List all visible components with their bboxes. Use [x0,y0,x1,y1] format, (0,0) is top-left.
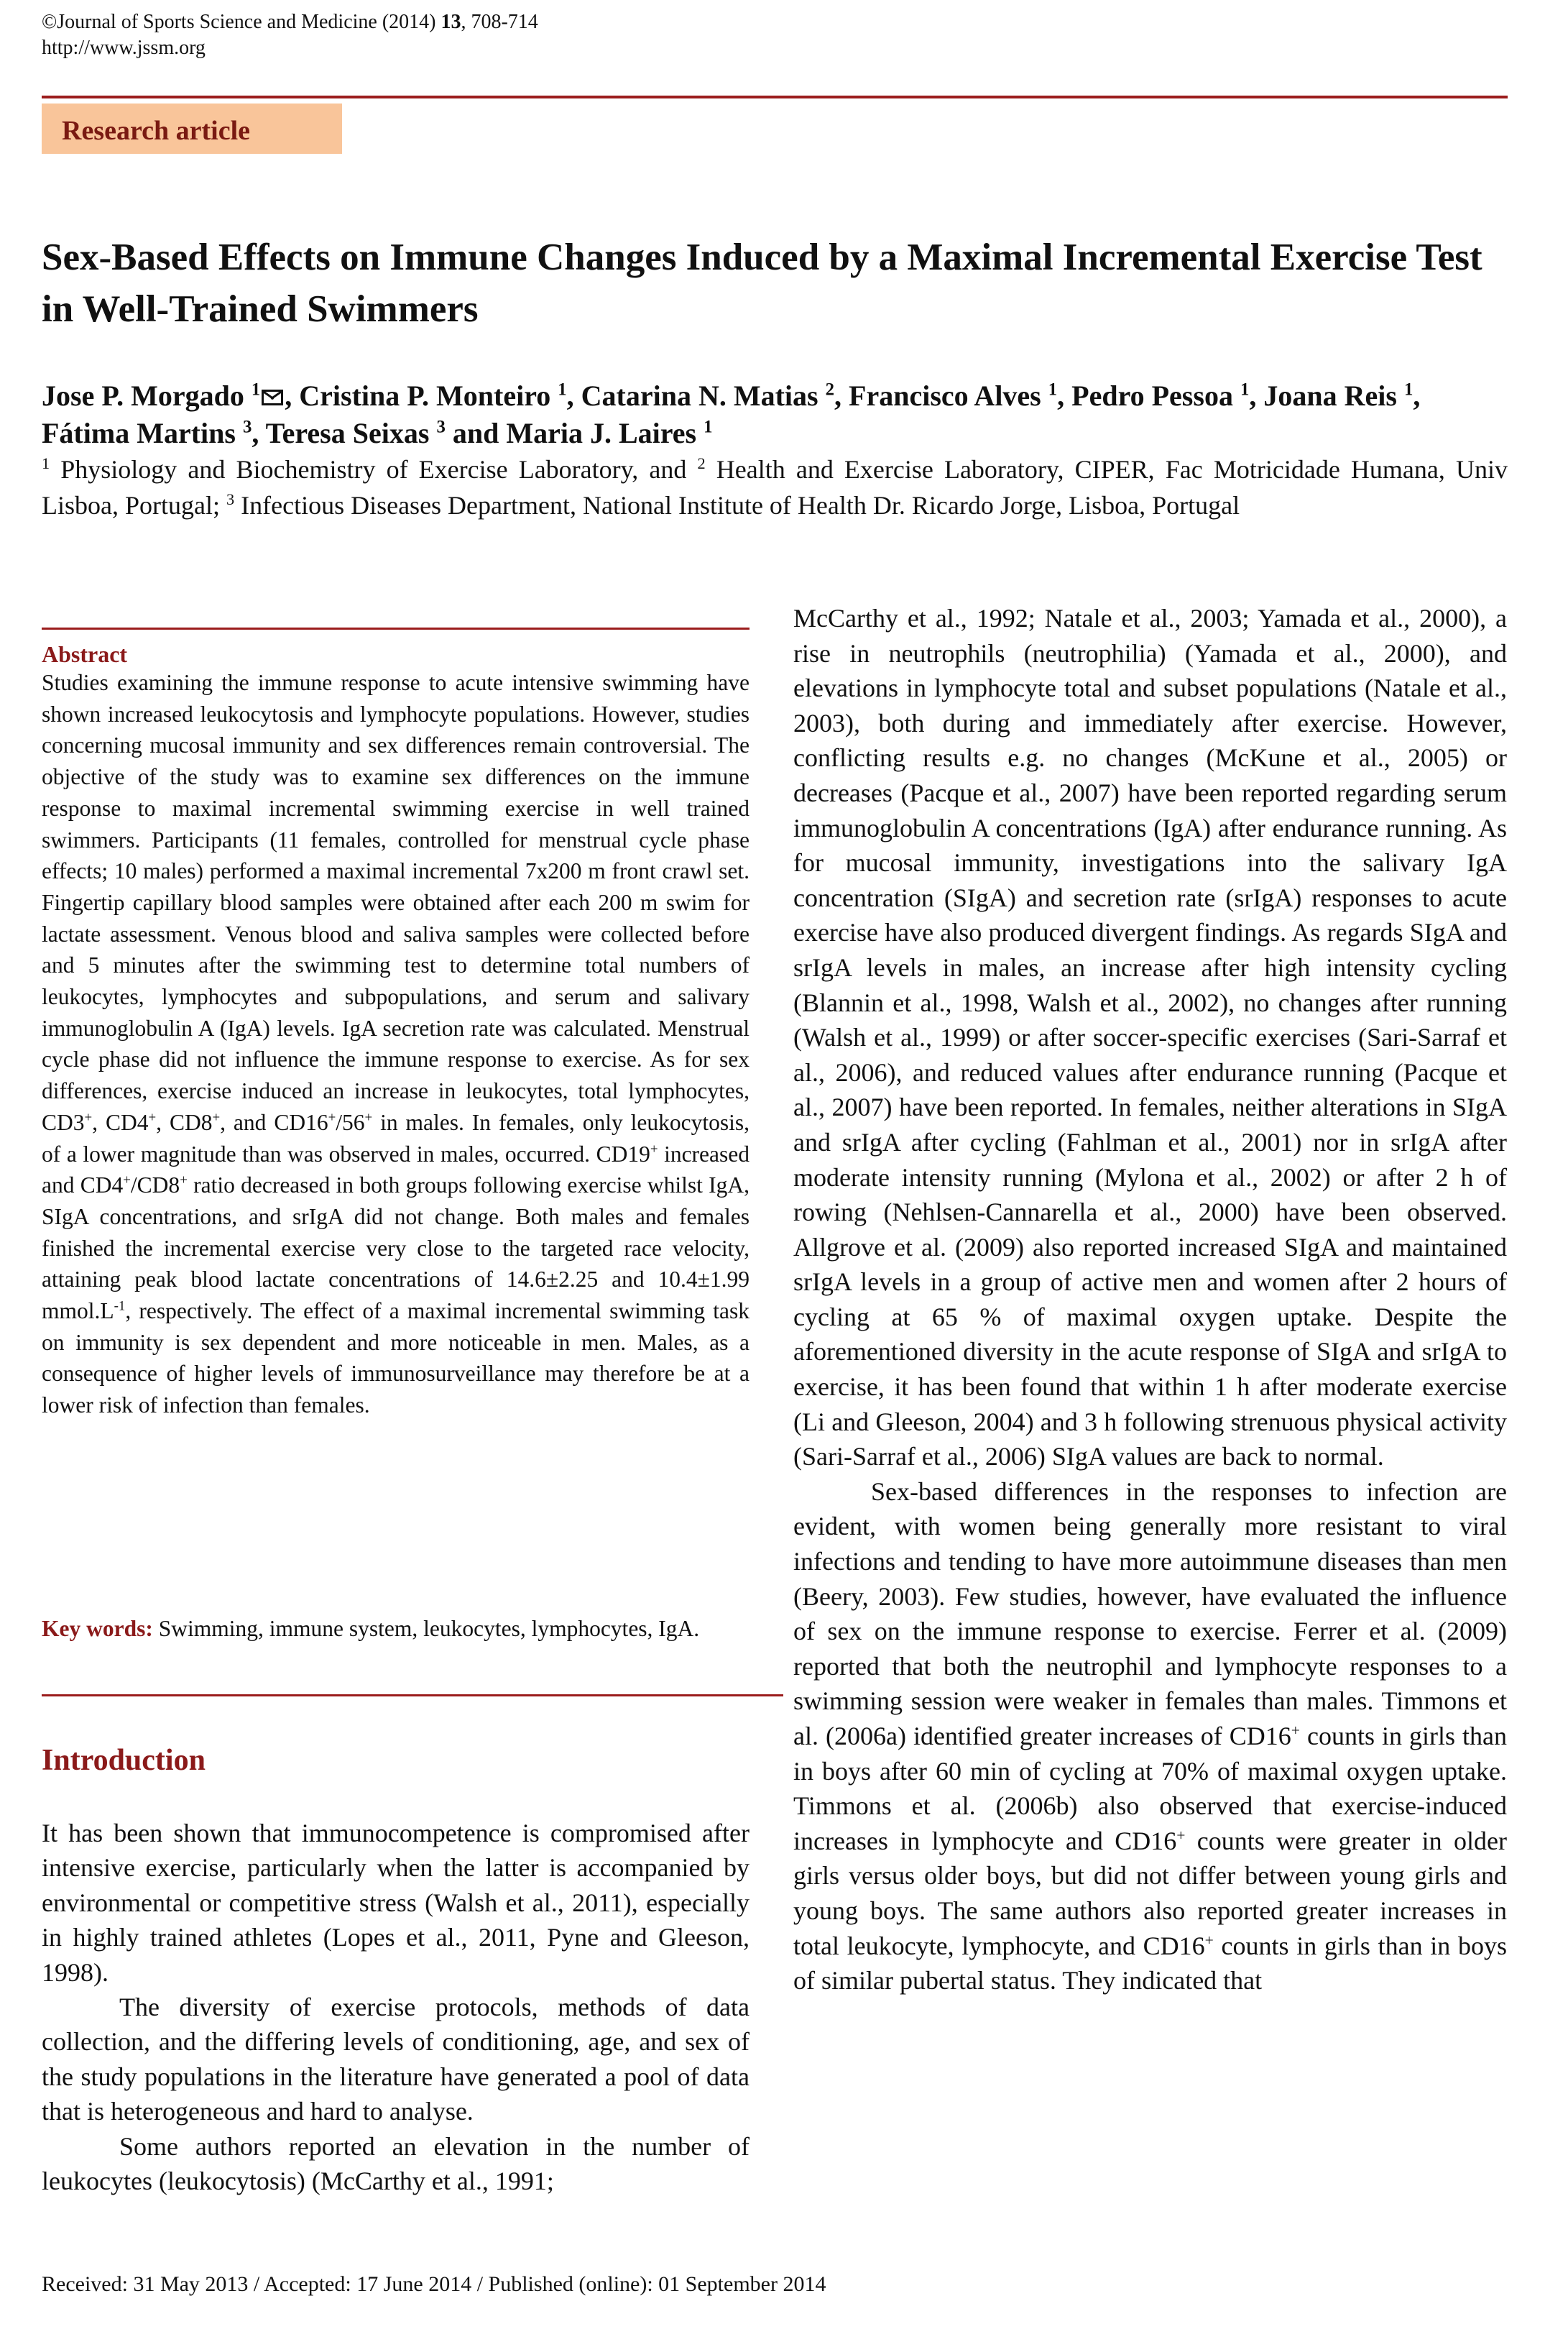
author-affiliation-mark: 1 [251,380,261,400]
superscript: + [364,1110,373,1126]
paragraph: The diversity of exercise protocols, methods of data collection, and the differing levels of conditioning, age, and sex of the study populations in the literature have generated a pool of data that is heterogeneous and hard to analyse. [42,1993,750,2126]
author-affiliation-mark: 1 [558,380,567,400]
keywords-text: Swimming, immune system, leukocytes, lymphocytes, IgA. [152,1616,700,1641]
paragraph-text: counts were greater in older girls versus older boys, but did not differ between young girls and young boys. The same authors also reported greater increases in total leukocyte, lymphocyte, and CD16 [793,1826,1507,1960]
abstract-text: , CD8 [156,1109,213,1135]
abstract-bottom-divider [42,1694,783,1696]
keywords-label: Key words: [42,1616,153,1641]
email-icon[interactable] [262,390,283,405]
superscript: + [1204,1931,1214,1949]
author-list [42,377,1508,452]
author-affiliation-mark: 1 [1048,380,1058,400]
author-affiliation-mark: 2 [825,380,835,400]
paragraph-text: counts in girls than in boys after 60 min of cycling at 70% of maximal oxygen uptake. Timmons et al. (2006b) also observed that exercise-induced increases in lymphocyte and CD16 [793,1722,1507,1855]
superscript: + [328,1110,336,1126]
author-name: Jose P. Morgado [42,380,252,412]
superscript: + [148,1110,157,1126]
journal-url[interactable]: http://www.jssm.org [42,37,206,59]
superscript: + [650,1141,658,1157]
journal-citation [42,10,538,35]
journal-name: ©Journal of Sports Science and Medicine (2014) [42,11,441,33]
affiliation-text: Infectious Diseases Department, National Institute of Health Dr. Ricardo Jorge, Lisboa, Portugal [234,491,1240,520]
abstract-text: /CD8 [130,1172,180,1198]
journal-volume: 13 [441,11,461,33]
author-affiliation-mark: 3 [436,417,446,437]
abstract-heading: Abstract [42,641,128,667]
superscript: + [84,1110,93,1126]
abstract-text: , and CD16 [220,1109,328,1135]
author-name: , Joana Reis [1249,380,1404,412]
header-divider [42,96,1508,98]
author-name: , Fátima Martins [42,380,1421,449]
paragraph: McCarthy et al., 1992; Natale et al., 2003; Yamada et al., 2000), a rise in neutrophils (neutrophilia) (Yamada et al., 2000), and elevations in lymphocyte total and subset populations (Natale et al., 2003), both during and immediately after exercise. However, conflicting results e.g. no changes (McKune et al., 2005) or decreases (Pacque et al., 2007) have been reported regarding serum immunoglobulin A concentrations (IgA) after endurance running. As for mucosal immunity, investigations into the salivary IgA concentration (SIgA) and secretion rate (srIgA) responses to acute exercise have also produced divergent findings. As regards SIgA and srIgA levels in males, an increase after high intensity cycling (Blannin et al., 1998, Walsh et al., 2002), no changes after running (Walsh et al., 1999) or after soccer-specific exercises (Sari-Sarraf et al., 2006), and reduced values after endurance running (Pacque et al., 2007) have been reported. In females, neither alterations in SIgA and srIgA after cycling (Fahlman et al., 2001) nor in srIgA after moderate intensity running (Mylona et al., 2002) or after 2 h of rowing (Nehlsen-Cannarella et al., 2000) have been observed. Allgrove et al. (2009) also reported increased SIgA and maintained srIgA levels in a group of active men and women after 2 hours of cycling at 65 % of maximal oxygen uptake. Despite the aforementioned diversity in the acute response of SIgA and srIgA to exercise, it has been found that within 1 h after moderate exercise (Li and Gleeson, 2004) and 3 h following strenuous physical activity (Sari-Sarraf et al., 2006) SIgA values are back to normal. [793,604,1507,1471]
introduction-heading: Introduction [42,1744,206,1777]
superscript: + [1176,1826,1186,1844]
affiliation-text: Health and Exercise Laboratory, CIPER, Fac Motricidade Humana, Univ Lisboa, Portugal; [42,455,1508,520]
author-affiliation-mark: 3 [242,417,252,437]
paragraph-text: Sex-based differences in the responses to infection are evident, with women being generally more resistant to viral infections and tending to have more autoimmune diseases than men (Beery, 2003). Few studies, however, have evaluated the influence of sex on the immune response to exercise. Ferrer et al. (2009) reported that both the neutrophil and lymphocyte responses to a swimming session were weaker in females than males. Timmons et al. (2006a) identified greater increases of CD16 [793,1476,1507,1750]
affiliation-text: Physiology and Biochemistry of Exercise Laboratory, and [50,455,698,484]
paragraph: Some authors reported an elevation in the number of leukocytes (leukocytosis) (McCarthy et al., 1991; [42,2131,750,2196]
author-affiliation-mark: 1 [1240,380,1250,400]
abstract-text: , respectively. The effect of a maximal incremental swimming task on immunity is sex dependent and more noticeable in men. Males, as a consequence of higher levels of immunosurveillance may therefore be at a lower risk of infection than females. [42,1298,750,1418]
abstract-text: ratio decreased in both groups following exercise whilst IgA, SIgA concentrations, and srIgA did not change. Both males and females finished the incremental exercise very close to the targeted race velocity, attaining peak blood lactate concentrations of 14.6±2.25 and 10.4±1.99 mmol.L [42,1172,750,1324]
paper-title: Sex-Based Effects on Immune Changes Induced by a Maximal Incremental Exercise Test in Well-Trained Swimmers [42,236,1482,330]
superscript: + [212,1110,221,1126]
paragraph-text: counts in girls than in boys of similar pubertal status. They indicated that [793,1931,1507,1995]
affiliations [42,451,1508,523]
abstract-body [42,667,750,1421]
right-column-body [793,601,1507,1998]
introduction-body [42,1816,750,2198]
superscript: + [1291,1722,1300,1739]
paragraph [793,1474,1507,1998]
journal-pages: , 708-714 [461,11,538,33]
abstract-top-divider [42,628,750,630]
author-affiliation-mark: 1 [1403,380,1413,400]
affiliation-number: 2 [697,454,706,472]
affiliation-number: 1 [42,454,50,472]
author-name: , Pedro Pessoa [1057,380,1240,412]
abstract-text: Studies examining the immune response to acute intensive swimming have shown increased leukocytosis and lymphocyte populations. However, studies concerning mucosal immunity and sex differences remain controversial. The objective of the study was to examine sex differences on the immune response to maximal incremental swimming exercise in well trained swimmers. Participants (11 females, controlled for menstrual cycle phase effects; 10 males) performed a maximal incremental 7x200 m front crawl set. Fingertip capillary blood samples were obtained after each 200 m swim for lactate assessment. Venous blood and saliva samples were collected before and 5 minutes after the swimming test to determine total numbers of leukocytes, lymphocytes and subpopulations, and serum and salivary immunoglobulin A (IgA) levels. IgA secretion rate was calculated. Menstrual cycle phase did not influence the immune response to exercise. As for sex differences, exercise induced an increase in leukocytes, total lymphocytes, CD3 [42,670,750,1135]
abstract-text: in males. In females, only leukocytosis, of a lower magnitude than was observed in males, occurred. CD19 [42,1109,750,1167]
abstract-text: increased and CD4 [42,1141,750,1198]
abstract-text: , CD4 [92,1109,149,1135]
superscript: -1 [114,1298,126,1314]
author-name: , Cristina P. Monteiro [285,380,558,412]
author-name: and Maria J. Laires [445,417,704,449]
abstract-text: /56 [336,1109,365,1135]
author-name: , Catarina N. Matias [566,380,826,412]
author-name: , Francisco Alves [834,380,1048,412]
publication-dates: Received: 31 May 2013 / Accepted: 17 June 2014 / Published (online): 01 September 2014 [42,2272,826,2296]
superscript: + [123,1172,131,1188]
affiliation-number: 3 [226,490,235,508]
superscript: + [180,1172,188,1188]
paragraph: It has been shown that immunocompetence is compromised after intensive exercise, particularly when the latter is accompanied by environmental or competitive stress (Walsh et al., 2011), especially in highly trained athletes (Lopes et al., 2011, Pyne and Gleeson, 1998). [42,1819,750,1987]
keywords [42,1613,750,1645]
article-type-label: Research article [62,116,251,146]
author-affiliation-mark: 1 [704,417,713,437]
author-name: , Teresa Seixas [252,417,437,449]
